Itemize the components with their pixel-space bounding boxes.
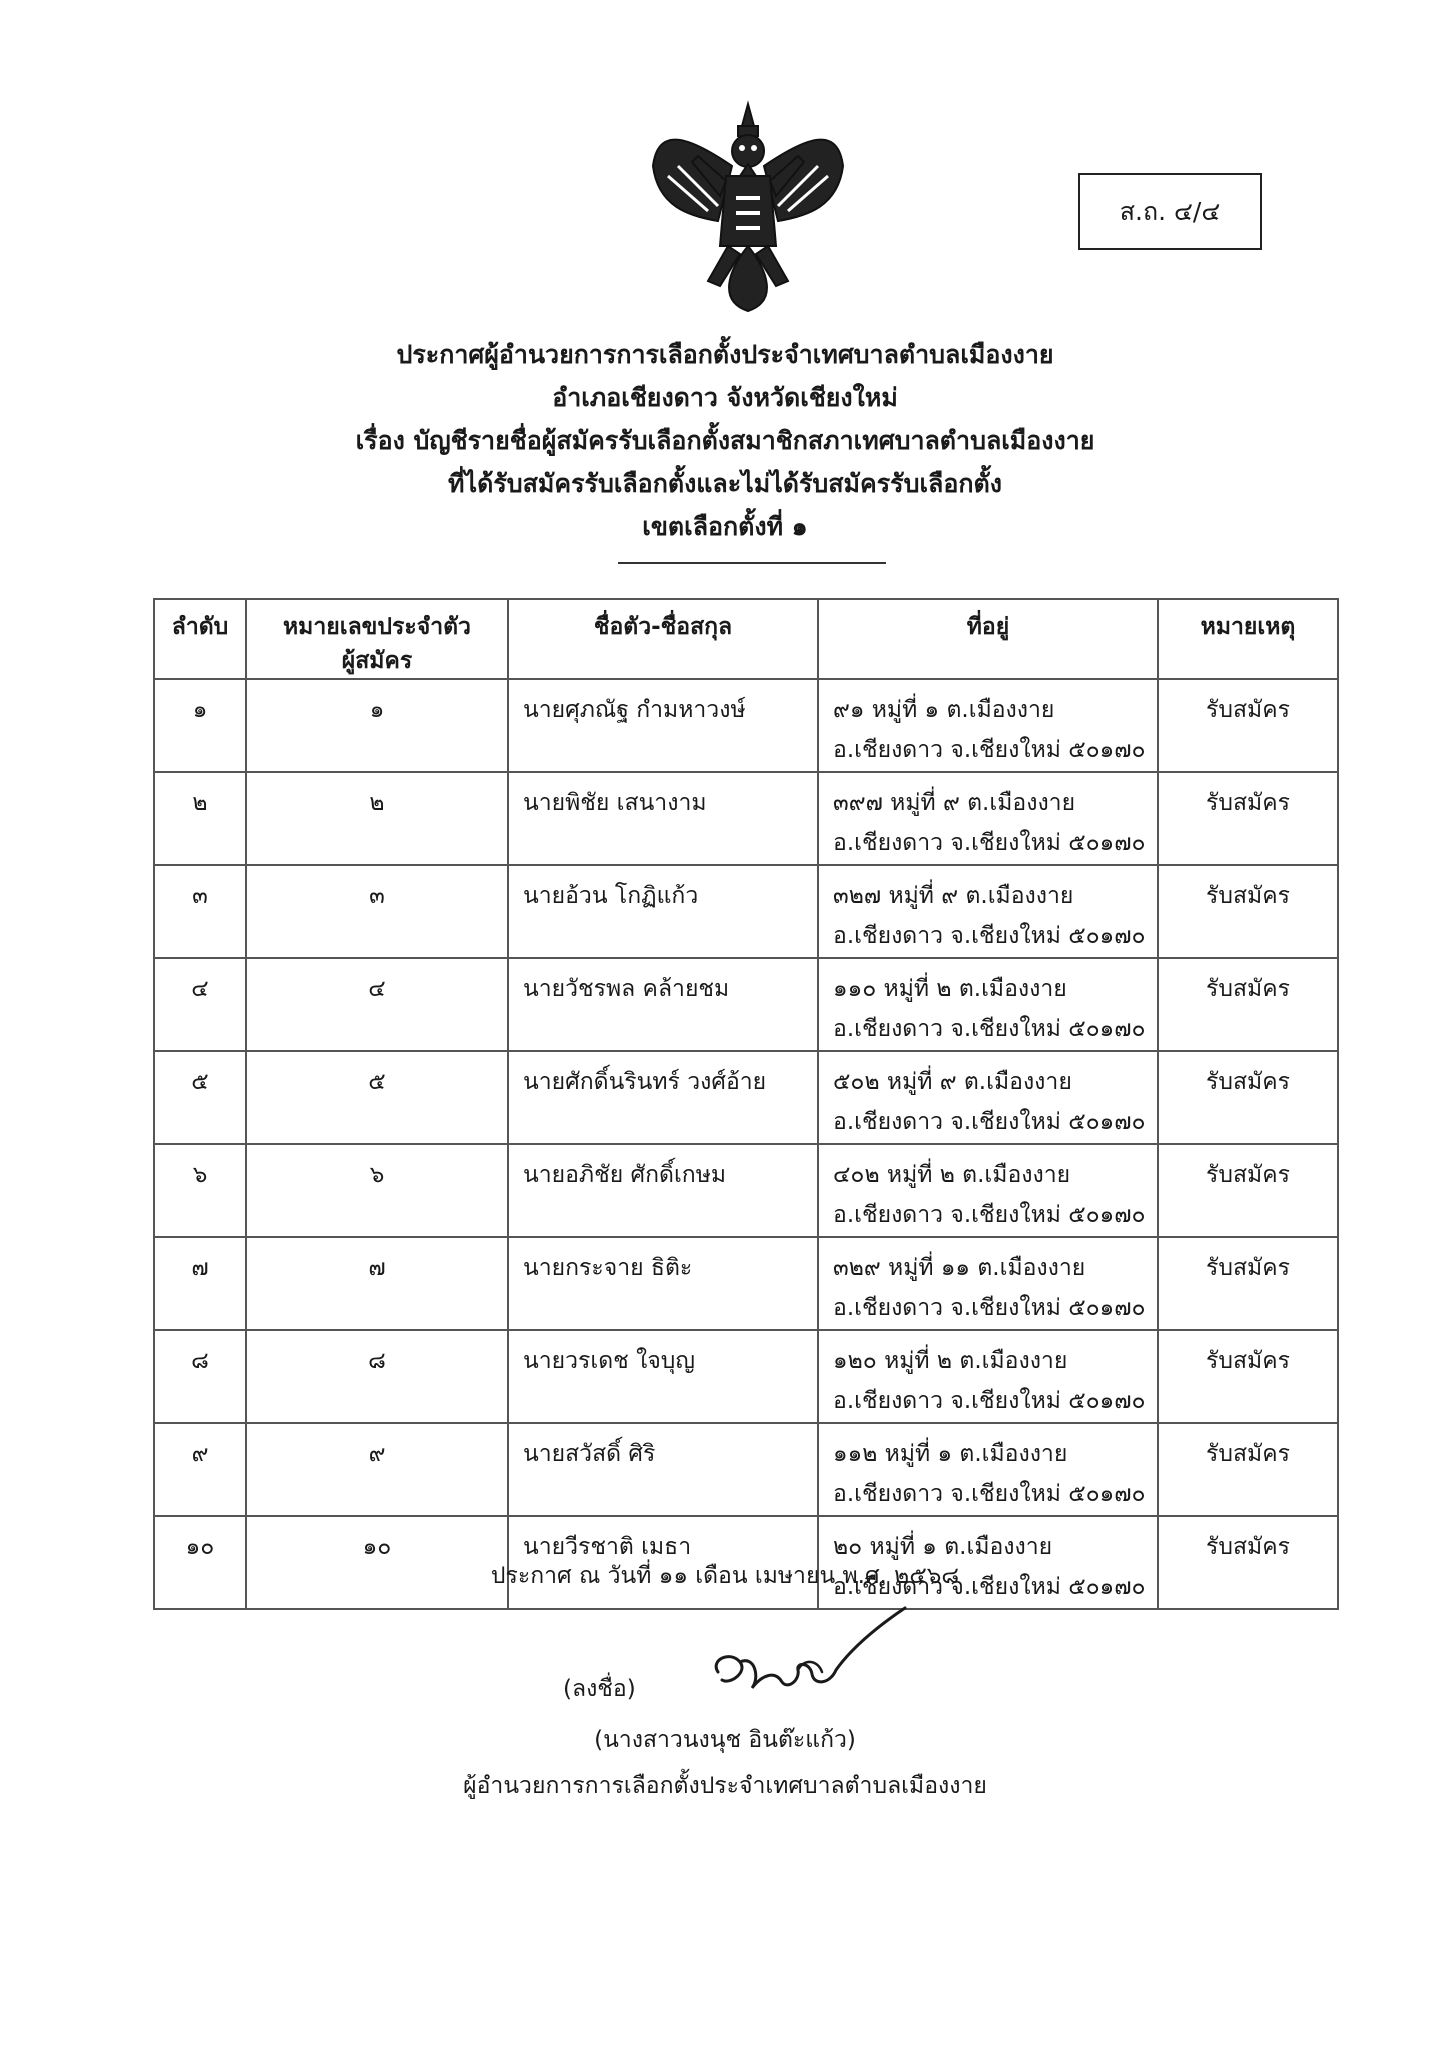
cell-remark: รับสมัคร (1158, 1237, 1338, 1330)
cell-name: นายพิชัย เสนางาม (508, 772, 818, 865)
cell-address (818, 1330, 1158, 1423)
cell-remark: รับสมัคร (1158, 865, 1338, 958)
heading-line-3: เรื่อง บัญชีรายชื่อผู้สมัครรับเลือกตั้งสมาชิกสภาเทศบาลตำบลเมืองงาย (355, 426, 1095, 455)
header-number (246, 599, 508, 679)
cell-number: ๘ (246, 1330, 508, 1423)
table-row (154, 1051, 1338, 1144)
cell-name: นายสวัสดิ์ ศิริ (508, 1423, 818, 1516)
address-line-1: ๓๒๙ หมู่ที่ ๑๑ ต.เมืองงาย (833, 1255, 1086, 1281)
header-remark: หมายเหตุ (1158, 599, 1338, 679)
cell-number: ๒ (246, 772, 508, 865)
cell-name: นายอ้วน โกฏิแก้ว (508, 865, 818, 958)
address-line-2: อ.เชียงดาว จ.เชียงใหม่ ๕๐๑๗๐ (833, 1016, 1146, 1042)
candidate-table (153, 598, 1339, 1610)
cell-order: ๘ (154, 1330, 246, 1423)
cell-order: ๑ (154, 679, 246, 772)
cell-number: ๕ (246, 1051, 508, 1144)
address-line-1: ๑๑๐ หมู่ที่ ๒ ต.เมืองงาย (833, 976, 1067, 1002)
table-header-row (154, 599, 1338, 679)
form-code: ส.ถ. ๔/๔ (1119, 196, 1221, 226)
announce-date: ประกาศ ณ วันที่ ๑๑ เดือน เมษายน พ.ศ. ๒๕๖๘ (490, 1563, 960, 1589)
cell-number: ๔ (246, 958, 508, 1051)
cell-number: ๖ (246, 1144, 508, 1237)
cell-order: ๙ (154, 1423, 246, 1516)
table-row (154, 1423, 1338, 1516)
address-line-2: อ.เชียงดาว จ.เชียงใหม่ ๕๐๑๗๐ (833, 830, 1146, 856)
signer-block (0, 1717, 1450, 1809)
cell-number: ๗ (246, 1237, 508, 1330)
cell-name: นายวีรชาติ เมธา (508, 1516, 818, 1609)
address-line-2: อ.เชียงดาว จ.เชียงใหม่ ๕๐๑๗๐ (833, 1388, 1146, 1414)
table-row (154, 958, 1338, 1051)
cell-remark: รับสมัคร (1158, 1423, 1338, 1516)
signer-title: ผู้อำนวยการการเลือกตั้งประจำเทศบาลตำบลเมืองงาย (463, 1773, 987, 1799)
cell-address (818, 772, 1158, 865)
table-row (154, 1330, 1338, 1423)
cell-number: ๑ (246, 679, 508, 772)
cell-order: ๖ (154, 1144, 246, 1237)
announcement-heading (0, 333, 1450, 548)
address-line-1: ๓๙๗ หมู่ที่ ๙ ต.เมืองงาย (833, 790, 1076, 816)
cell-address (818, 1051, 1158, 1144)
signer-name: (นางสาวนงนุช อินต๊ะแก้ว) (594, 1727, 856, 1753)
cell-address (818, 1144, 1158, 1237)
cell-address (818, 1423, 1158, 1516)
cell-order: ๔ (154, 958, 246, 1051)
table-row (154, 1144, 1338, 1237)
address-line-2: อ.เชียงดาว จ.เชียงใหม่ ๕๐๑๗๐ (833, 1574, 1146, 1600)
address-line-2: อ.เชียงดาว จ.เชียงใหม่ ๕๐๑๗๐ (833, 1295, 1146, 1321)
sign-label: (ลงชื่อ) (563, 1676, 636, 1702)
cell-order: ๑๐ (154, 1516, 246, 1609)
heading-line-4: ที่ได้รับสมัครรับเลือกตั้งและไม่ได้รับสมัครรับเลือกตั้ง (448, 469, 1002, 498)
cell-remark: รับสมัคร (1158, 1144, 1338, 1237)
cell-name: นายวรเดช ใจบุญ (508, 1330, 818, 1423)
address-line-1: ๕๐๒ หมู่ที่ ๙ ต.เมืองงาย (833, 1069, 1072, 1095)
address-line-1: ๑๑๒ หมู่ที่ ๑ ต.เมืองงาย (833, 1441, 1068, 1467)
cell-remark: รับสมัคร (1158, 1330, 1338, 1423)
address-line-2: อ.เชียงดาว จ.เชียงใหม่ ๕๐๑๗๐ (833, 1202, 1146, 1228)
garuda-emblem (648, 96, 848, 316)
address-line-2: อ.เชียงดาว จ.เชียงใหม่ ๕๐๑๗๐ (833, 923, 1146, 949)
table-row (154, 679, 1338, 772)
cell-address (818, 865, 1158, 958)
address-line-1: ๓๒๗ หมู่ที่ ๙ ต.เมืองงาย (833, 883, 1074, 909)
cell-name: นายศุภณัฐ กำมหาวงษ์ (508, 679, 818, 772)
cell-address (818, 1237, 1158, 1330)
heading-divider (618, 562, 886, 564)
cell-number: ๓ (246, 865, 508, 958)
header-address: ที่อยู่ (818, 599, 1158, 679)
cell-remark: รับสมัคร (1158, 958, 1338, 1051)
table-row (154, 772, 1338, 865)
cell-order: ๒ (154, 772, 246, 865)
cell-remark: รับสมัคร (1158, 1516, 1338, 1609)
handwritten-signature (700, 1600, 920, 1710)
cell-number: ๙ (246, 1423, 508, 1516)
address-line-1: ๔๐๒ หมู่ที่ ๒ ต.เมืองงาย (833, 1162, 1071, 1188)
cell-number: ๑๐ (246, 1516, 508, 1609)
address-line-2: อ.เชียงดาว จ.เชียงใหม่ ๕๐๑๗๐ (833, 1109, 1146, 1135)
cell-name: นายกระจาย ธิติะ (508, 1237, 818, 1330)
cell-order: ๕ (154, 1051, 246, 1144)
cell-name: นายวัชรพล คล้ายชม (508, 958, 818, 1051)
cell-address (818, 958, 1158, 1051)
header-number-line-2: ผู้สมัคร (341, 648, 413, 674)
cell-remark: รับสมัคร (1158, 679, 1338, 772)
table-row (154, 1237, 1338, 1330)
heading-line-1: ประกาศผู้อำนวยการการเลือกตั้งประจำเทศบาลตำบลเมืองงาย (396, 340, 1054, 369)
address-line-2: อ.เชียงดาว จ.เชียงใหม่ ๕๐๑๗๐ (833, 1481, 1146, 1507)
heading-line-5: เขตเลือกตั้งที่ ๑ (642, 512, 808, 541)
address-line-2: อ.เชียงดาว จ.เชียงใหม่ ๕๐๑๗๐ (833, 737, 1146, 763)
form-code-box (1078, 173, 1262, 250)
cell-remark: รับสมัคร (1158, 1051, 1338, 1144)
cell-name: นายอภิชัย ศักดิ์เกษม (508, 1144, 818, 1237)
cell-name: นายศักดิ์นรินทร์ วงศ์อ้าย (508, 1051, 818, 1144)
cell-address (818, 679, 1158, 772)
heading-line-2: อำเภอเชียงดาว จังหวัดเชียงใหม่ (552, 383, 898, 412)
address-line-1: ๑๒๐ หมู่ที่ ๒ ต.เมืองงาย (833, 1348, 1068, 1374)
cell-remark: รับสมัคร (1158, 772, 1338, 865)
header-name: ชื่อตัว-ชื่อสกุล (508, 599, 818, 679)
address-line-1: ๙๑ หมู่ที่ ๑ ต.เมืองงาย (833, 697, 1055, 723)
header-number-line-1: หมายเลขประจำตัว (283, 614, 471, 640)
header-order: ลำดับ (154, 599, 246, 679)
cell-order: ๓ (154, 865, 246, 958)
address-line-1: ๒๐ หมู่ที่ ๑ ต.เมืองงาย (833, 1534, 1053, 1560)
cell-order: ๗ (154, 1237, 246, 1330)
table-row (154, 865, 1338, 958)
